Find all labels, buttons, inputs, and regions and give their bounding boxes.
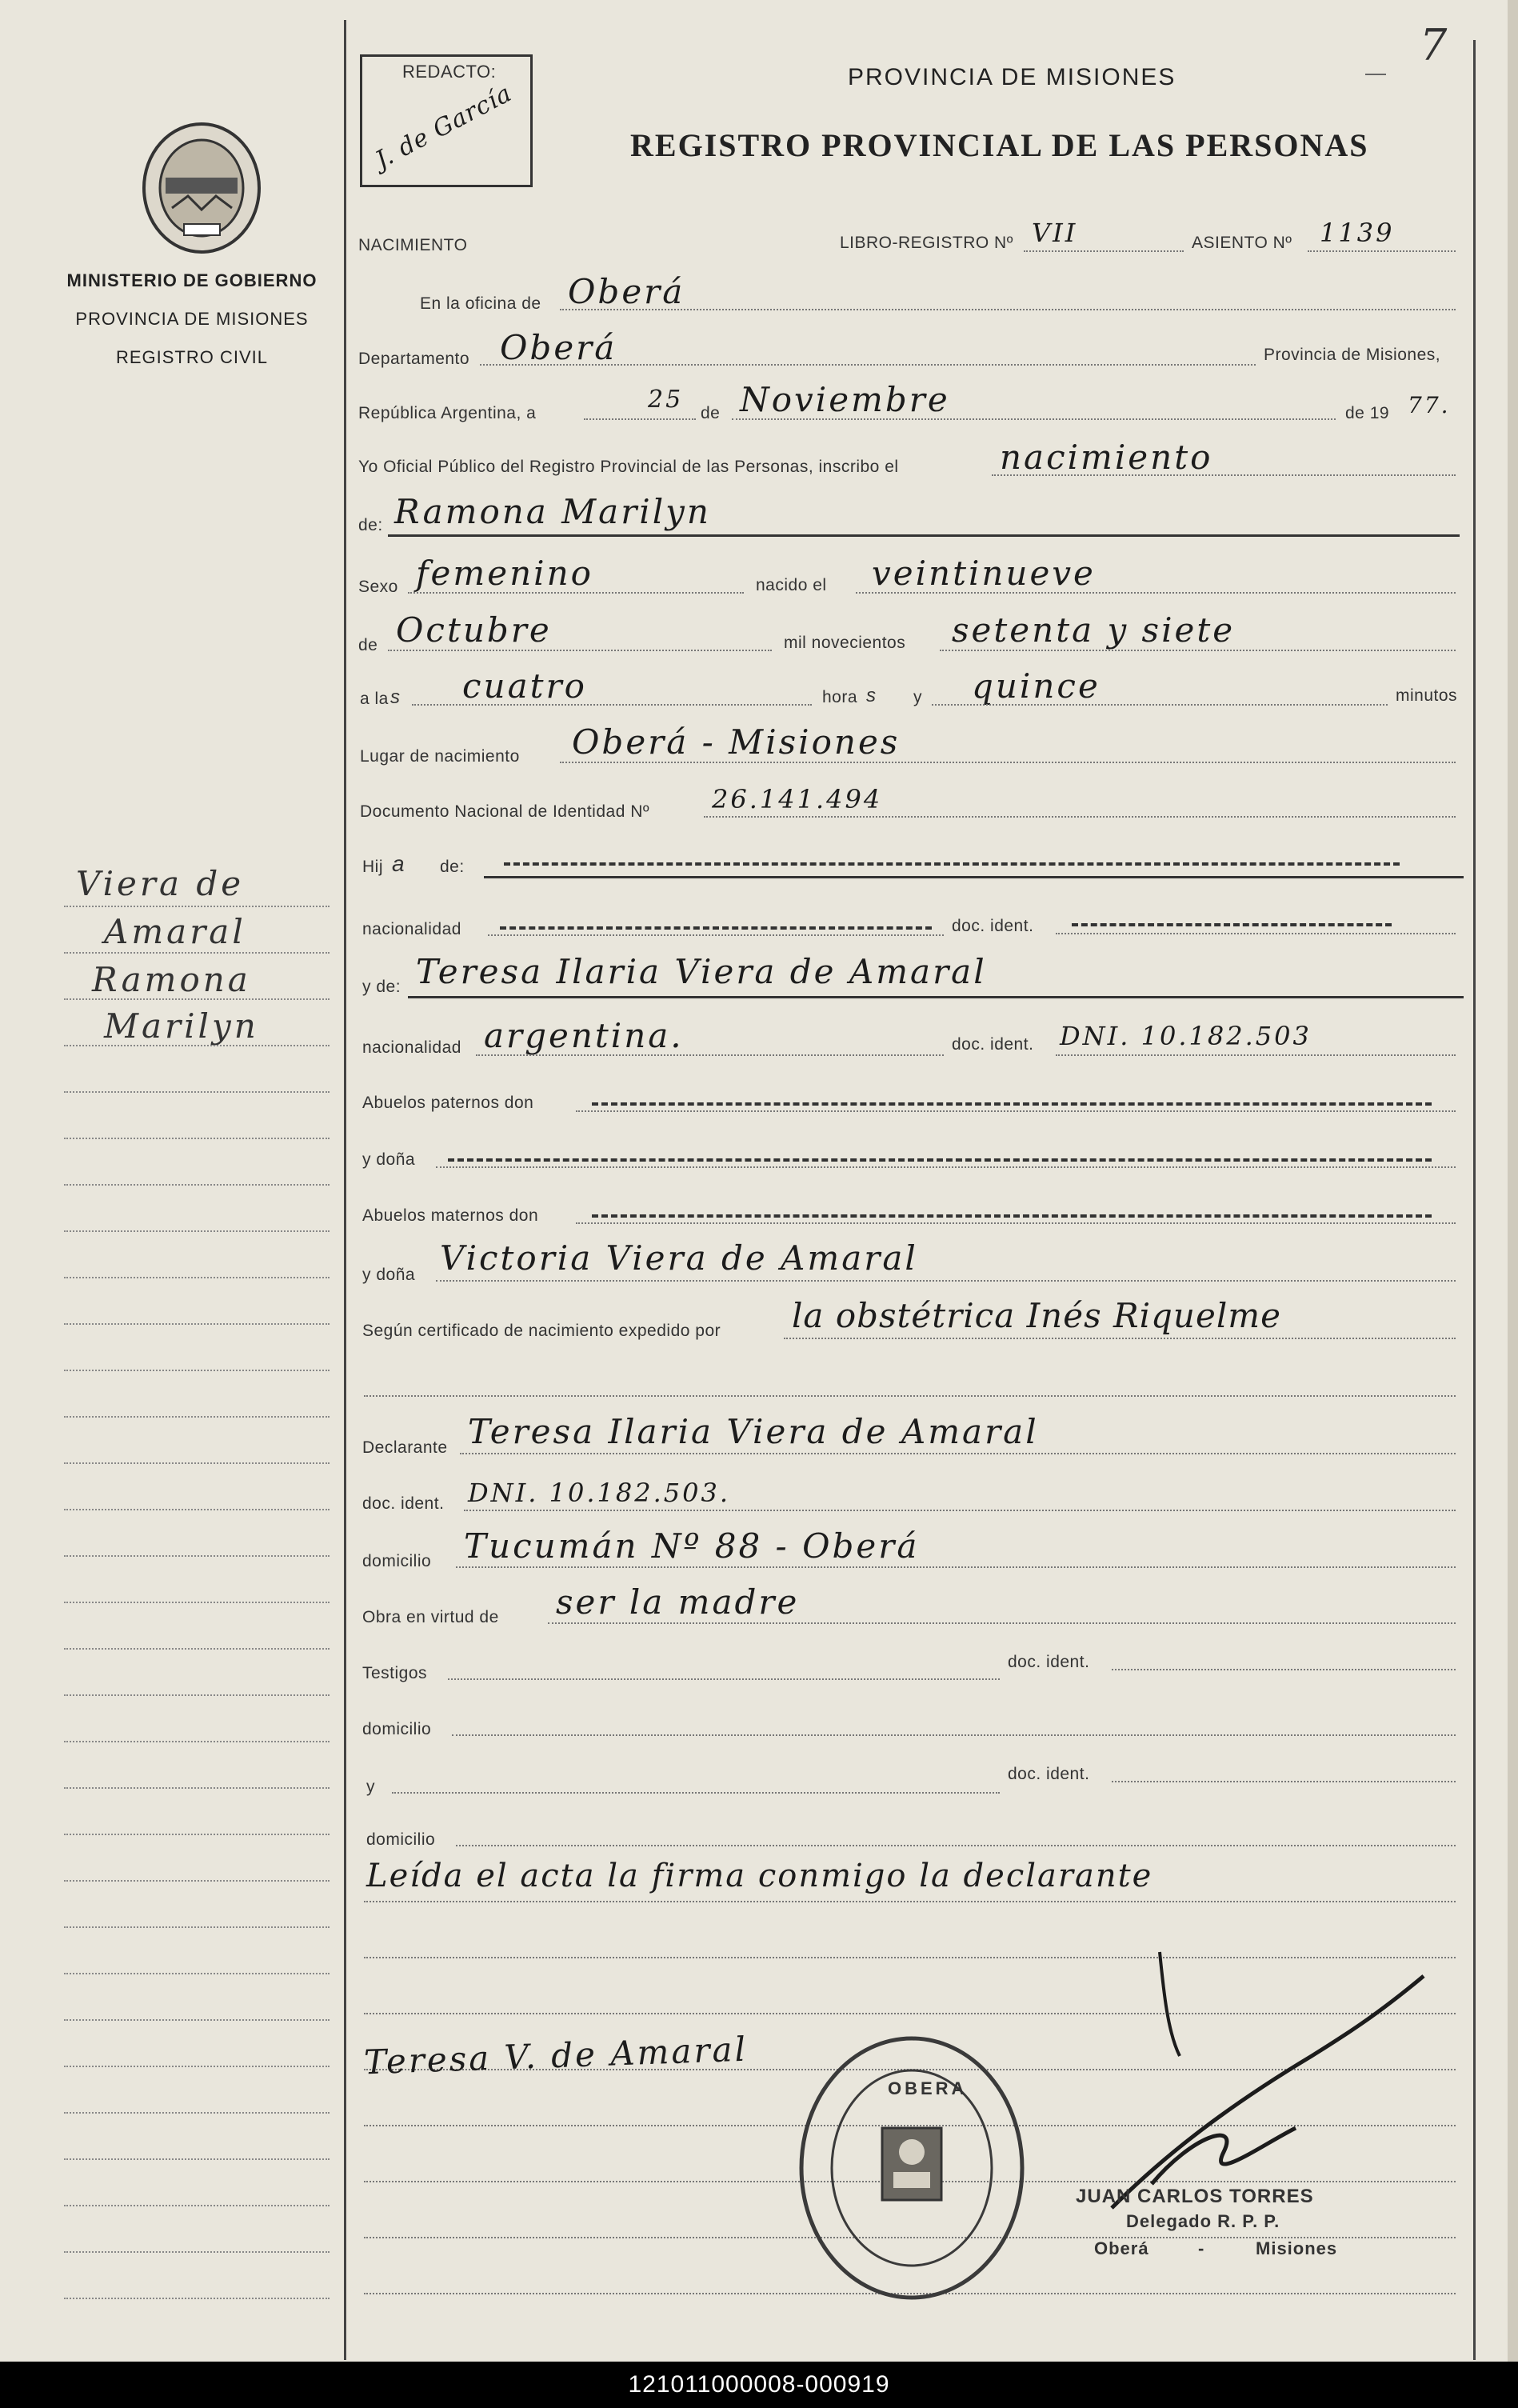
yde-label: y de: bbox=[362, 978, 401, 996]
margin-line bbox=[64, 906, 330, 907]
margin-line bbox=[64, 1787, 330, 1789]
hijo-de-label: de: bbox=[440, 858, 465, 876]
name-value: Ramona Marilyn bbox=[394, 492, 711, 531]
provincia-suffix: Provincia de Misiones, bbox=[1264, 346, 1441, 364]
margin-line bbox=[64, 2112, 330, 2114]
nacionalidad2-value: argentina. bbox=[484, 1016, 684, 1055]
certificado-dots-2 bbox=[364, 1395, 1456, 1397]
hour-value: cuatro bbox=[462, 666, 587, 706]
doc-ident4-dots bbox=[1112, 1669, 1456, 1670]
de-label: de bbox=[701, 404, 721, 422]
doc-ident2-dots bbox=[1056, 1054, 1456, 1056]
doc-ident4-label: doc. ident. bbox=[1008, 1653, 1090, 1671]
domicilio-dots bbox=[456, 1566, 1456, 1568]
margin-line bbox=[64, 1323, 330, 1325]
margin-note-line-3: Ramona bbox=[92, 960, 251, 999]
margin-line bbox=[64, 2205, 330, 2206]
nacido-dots bbox=[856, 592, 1456, 594]
ydona-dashes bbox=[448, 1158, 1432, 1162]
margin-line bbox=[64, 1509, 330, 1510]
departamento-dots bbox=[480, 364, 1256, 366]
margin-line bbox=[64, 1416, 330, 1418]
officer-city: Oberá bbox=[1094, 2238, 1149, 2258]
margin-line bbox=[64, 2298, 330, 2299]
obra-value: ser la madre bbox=[556, 1582, 800, 1622]
asiento-dots bbox=[1308, 250, 1456, 252]
margin-line bbox=[64, 1880, 330, 1882]
mother-value: Teresa Ilaria Viera de Amaral bbox=[416, 952, 987, 991]
right-rule bbox=[1473, 40, 1476, 2360]
margin-line bbox=[64, 952, 330, 954]
margin-line bbox=[64, 1370, 330, 1371]
birth-month-value: Octubre bbox=[396, 610, 552, 650]
nacionalidad2-label: nacionalidad bbox=[362, 1038, 461, 1057]
redacto-signature: J. de García bbox=[370, 78, 517, 175]
margin-line bbox=[64, 1648, 330, 1650]
nacido-label: nacido el bbox=[756, 576, 827, 594]
top-dash bbox=[1365, 74, 1386, 75]
dni-value: 26.141.494 bbox=[712, 784, 883, 814]
mother-underline bbox=[408, 996, 1464, 998]
margin-line bbox=[64, 1834, 330, 1835]
domicilio-label: domicilio bbox=[362, 1552, 432, 1570]
month-dots bbox=[732, 418, 1336, 420]
sexo-label: Sexo bbox=[358, 578, 398, 596]
doc-ident-dashes bbox=[1072, 923, 1392, 926]
lugar-dots bbox=[560, 762, 1456, 763]
nacionalidad-dashes bbox=[500, 926, 932, 930]
doc-ident3-label: doc. ident. bbox=[362, 1494, 445, 1513]
obra-dots bbox=[548, 1622, 1456, 1624]
lugar-label: Lugar de nacimiento bbox=[360, 747, 520, 766]
province-heading: PROVINCIA DE MISIONES bbox=[848, 64, 1176, 90]
left-column bbox=[0, 0, 344, 2362]
margin-line bbox=[64, 2251, 330, 2253]
abuelos-paternos-label: Abuelos paternos don bbox=[362, 1094, 534, 1112]
asiento-label: ASIENTO Nº bbox=[1192, 234, 1292, 252]
dni-dots bbox=[704, 816, 1456, 818]
ydona2-dots bbox=[436, 1280, 1456, 1282]
departamento-label: Departamento bbox=[358, 350, 470, 368]
horas-label: hora bbox=[822, 688, 858, 706]
abuelos-maternos-dots bbox=[576, 1222, 1456, 1224]
margin-line bbox=[64, 1277, 330, 1278]
mil-label: mil novecientos bbox=[784, 634, 906, 652]
registry-heading: REGISTRO PROVINCIAL DE LAS PERSONAS bbox=[630, 127, 1369, 163]
margin-line bbox=[64, 1973, 330, 1974]
margin-line bbox=[64, 2066, 330, 2067]
oficial-dots bbox=[992, 474, 1456, 476]
father-dashes bbox=[504, 862, 1400, 866]
abuelos-paternos-dots bbox=[576, 1110, 1456, 1112]
oficial-label: Yo Oficial Público del Registro Provincial de las Personas, inscribo el bbox=[358, 458, 899, 476]
margin-line bbox=[64, 2158, 330, 2160]
nacimiento-label: NACIMIENTO bbox=[358, 236, 468, 254]
margin-line bbox=[64, 1230, 330, 1232]
officer-title: Delegado R. P. P. bbox=[1126, 2211, 1280, 2231]
domicilio2-label: domicilio bbox=[362, 1720, 432, 1738]
birth-month-dots bbox=[388, 650, 772, 651]
departamento-value: Oberá bbox=[500, 328, 617, 367]
minutes-value: quince bbox=[972, 666, 1101, 706]
margin-line bbox=[64, 1138, 330, 1139]
oficina-dots bbox=[560, 309, 1456, 310]
horas-suffix: s bbox=[866, 685, 877, 706]
abuela-materna-value: Victoria Viera de Amaral bbox=[440, 1238, 918, 1278]
abuelos-maternos-label: Abuelos maternos don bbox=[362, 1206, 539, 1225]
doc-ident-label: doc. ident. bbox=[952, 917, 1034, 935]
de-month-label: de bbox=[358, 636, 378, 654]
page-edge bbox=[1508, 0, 1518, 2362]
left-rule bbox=[344, 20, 346, 2360]
officer-province: Misiones bbox=[1256, 2238, 1338, 2258]
ministry-title: MINISTERIO DE GOBIERNO bbox=[66, 270, 318, 290]
declarante-value: Teresa Ilaria Viera de Amaral bbox=[468, 1412, 1039, 1451]
dni-label: Documento Nacional de Identidad Nº bbox=[360, 802, 650, 821]
domicilio3-dots bbox=[456, 1845, 1456, 1846]
nacionalidad2-dots bbox=[476, 1054, 944, 1056]
minutes-dots bbox=[932, 704, 1388, 706]
margin-line bbox=[64, 1045, 330, 1046]
margin-note-line-4: Marilyn bbox=[104, 1006, 259, 1046]
margin-line bbox=[64, 1741, 330, 1742]
oficina-value: Oberá bbox=[568, 272, 685, 311]
margin-note-line-1: Viera de bbox=[76, 864, 245, 903]
certificado-dots bbox=[784, 1338, 1456, 1339]
declarant-signature: Teresa V. de Amaral bbox=[363, 2029, 749, 2082]
hour-dots bbox=[412, 704, 812, 706]
margin-line bbox=[64, 998, 330, 1000]
doc-ident2-value: DNI. 10.182.503 bbox=[1060, 1021, 1312, 1051]
officer-dash: - bbox=[1198, 2238, 1205, 2258]
leida-value: Leída el acta la firma conmigo la declarante bbox=[366, 1858, 1153, 1894]
alas-label: a la bbox=[360, 690, 389, 708]
month-value: Noviembre bbox=[740, 380, 950, 419]
nacido-value: veintinueve bbox=[872, 554, 1096, 593]
republica-label: República Argentina, a bbox=[358, 404, 537, 422]
asiento-value: 1139 bbox=[1320, 218, 1395, 248]
minutos-label: minutos bbox=[1396, 686, 1458, 705]
margin-note-line-2: Amaral bbox=[104, 912, 246, 951]
stamp-city: OBERA bbox=[888, 2078, 968, 2098]
domicilio-value: Tucumán Nº 88 - Oberá bbox=[464, 1526, 920, 1566]
ministry-province: PROVINCIA DE MISIONES bbox=[75, 309, 309, 329]
lugar-value: Oberá - Misiones bbox=[572, 722, 901, 762]
libro-dots bbox=[1024, 250, 1184, 252]
margin-line bbox=[64, 1555, 330, 1557]
officer-name: JUAN CARLOS TORRES bbox=[1076, 2186, 1314, 2207]
nacionalidad-label: nacionalidad bbox=[362, 920, 461, 938]
mil-value: setenta y siete bbox=[952, 610, 1236, 650]
ydona-dots bbox=[436, 1166, 1456, 1168]
margin-line bbox=[64, 1091, 330, 1093]
name-underline bbox=[388, 534, 1460, 537]
year-label: de 19 bbox=[1345, 404, 1390, 422]
doc-ident-dots bbox=[1056, 933, 1456, 934]
libro-value: VII bbox=[1032, 218, 1078, 248]
domicilio2-dots bbox=[452, 1734, 1456, 1736]
margin-line bbox=[64, 1184, 330, 1186]
oficial-value: nacimiento bbox=[1000, 438, 1213, 477]
obra-label: Obra en virtud de bbox=[362, 1608, 499, 1626]
coat-of-arms-icon bbox=[140, 120, 264, 256]
page-number: 7 bbox=[1420, 20, 1448, 70]
redacto-label: REDACTO: bbox=[402, 62, 497, 82]
hijo-label: Hij bbox=[362, 858, 383, 876]
document-id-footer: 121011000008-000919 bbox=[0, 2362, 1518, 2408]
y2-dots bbox=[392, 1792, 1000, 1794]
father-underline bbox=[484, 876, 1464, 878]
testigos-dots bbox=[448, 1678, 1000, 1680]
certificado-value: la obstétrica Inés Riquelme bbox=[792, 1296, 1281, 1335]
ministry-registry: REGISTRO CIVIL bbox=[115, 347, 269, 367]
doc-ident3-dots bbox=[464, 1510, 1456, 1511]
de-name-label: de: bbox=[358, 516, 383, 534]
ydona-label: y doña bbox=[362, 1150, 416, 1169]
alas-suffix: s bbox=[390, 686, 401, 708]
declarante-dots bbox=[460, 1453, 1456, 1454]
margin-line bbox=[64, 1602, 330, 1603]
y-label: y bbox=[913, 688, 922, 706]
hijo-suffix: a bbox=[392, 851, 405, 876]
doc-ident5-label: doc. ident. bbox=[1008, 1765, 1090, 1783]
sexo-value: femenino bbox=[416, 554, 593, 593]
y2-label: y bbox=[366, 1778, 375, 1796]
domicilio3-label: domicilio bbox=[366, 1830, 436, 1849]
closing-dots-1 bbox=[364, 1901, 1456, 1902]
margin-line bbox=[64, 2019, 330, 2021]
doc-ident5-dots bbox=[1112, 1781, 1456, 1782]
day-dots bbox=[584, 418, 696, 420]
redacto-box bbox=[360, 54, 533, 187]
oficina-label: En la oficina de bbox=[420, 294, 541, 313]
abuelos-paternos-dashes bbox=[592, 1102, 1432, 1106]
year-value: 77. bbox=[1408, 392, 1451, 418]
doc-ident2-label: doc. ident. bbox=[952, 1035, 1034, 1054]
libro-label: LIBRO-REGISTRO Nº bbox=[840, 234, 1013, 252]
ydona2-label: y doña bbox=[362, 1266, 416, 1284]
certificado-label: Según certificado de nacimiento expedido por bbox=[362, 1322, 721, 1340]
doc-ident3-value: DNI. 10.182.503. bbox=[468, 1478, 731, 1508]
day-value: 25 bbox=[648, 386, 684, 414]
abuelos-maternos-dashes bbox=[592, 1214, 1432, 1218]
declarante-label: Declarante bbox=[362, 1438, 448, 1457]
testigos-label: Testigos bbox=[362, 1664, 428, 1682]
margin-line bbox=[64, 1926, 330, 1928]
sexo-dots bbox=[408, 592, 744, 594]
margin-line bbox=[64, 1694, 330, 1696]
margin-line bbox=[64, 1462, 330, 1464]
nacionalidad-dots bbox=[488, 934, 944, 936]
officer-signature-icon bbox=[1104, 1944, 1440, 2216]
mil-dots bbox=[940, 650, 1456, 651]
official-stamp bbox=[796, 2032, 1028, 2304]
